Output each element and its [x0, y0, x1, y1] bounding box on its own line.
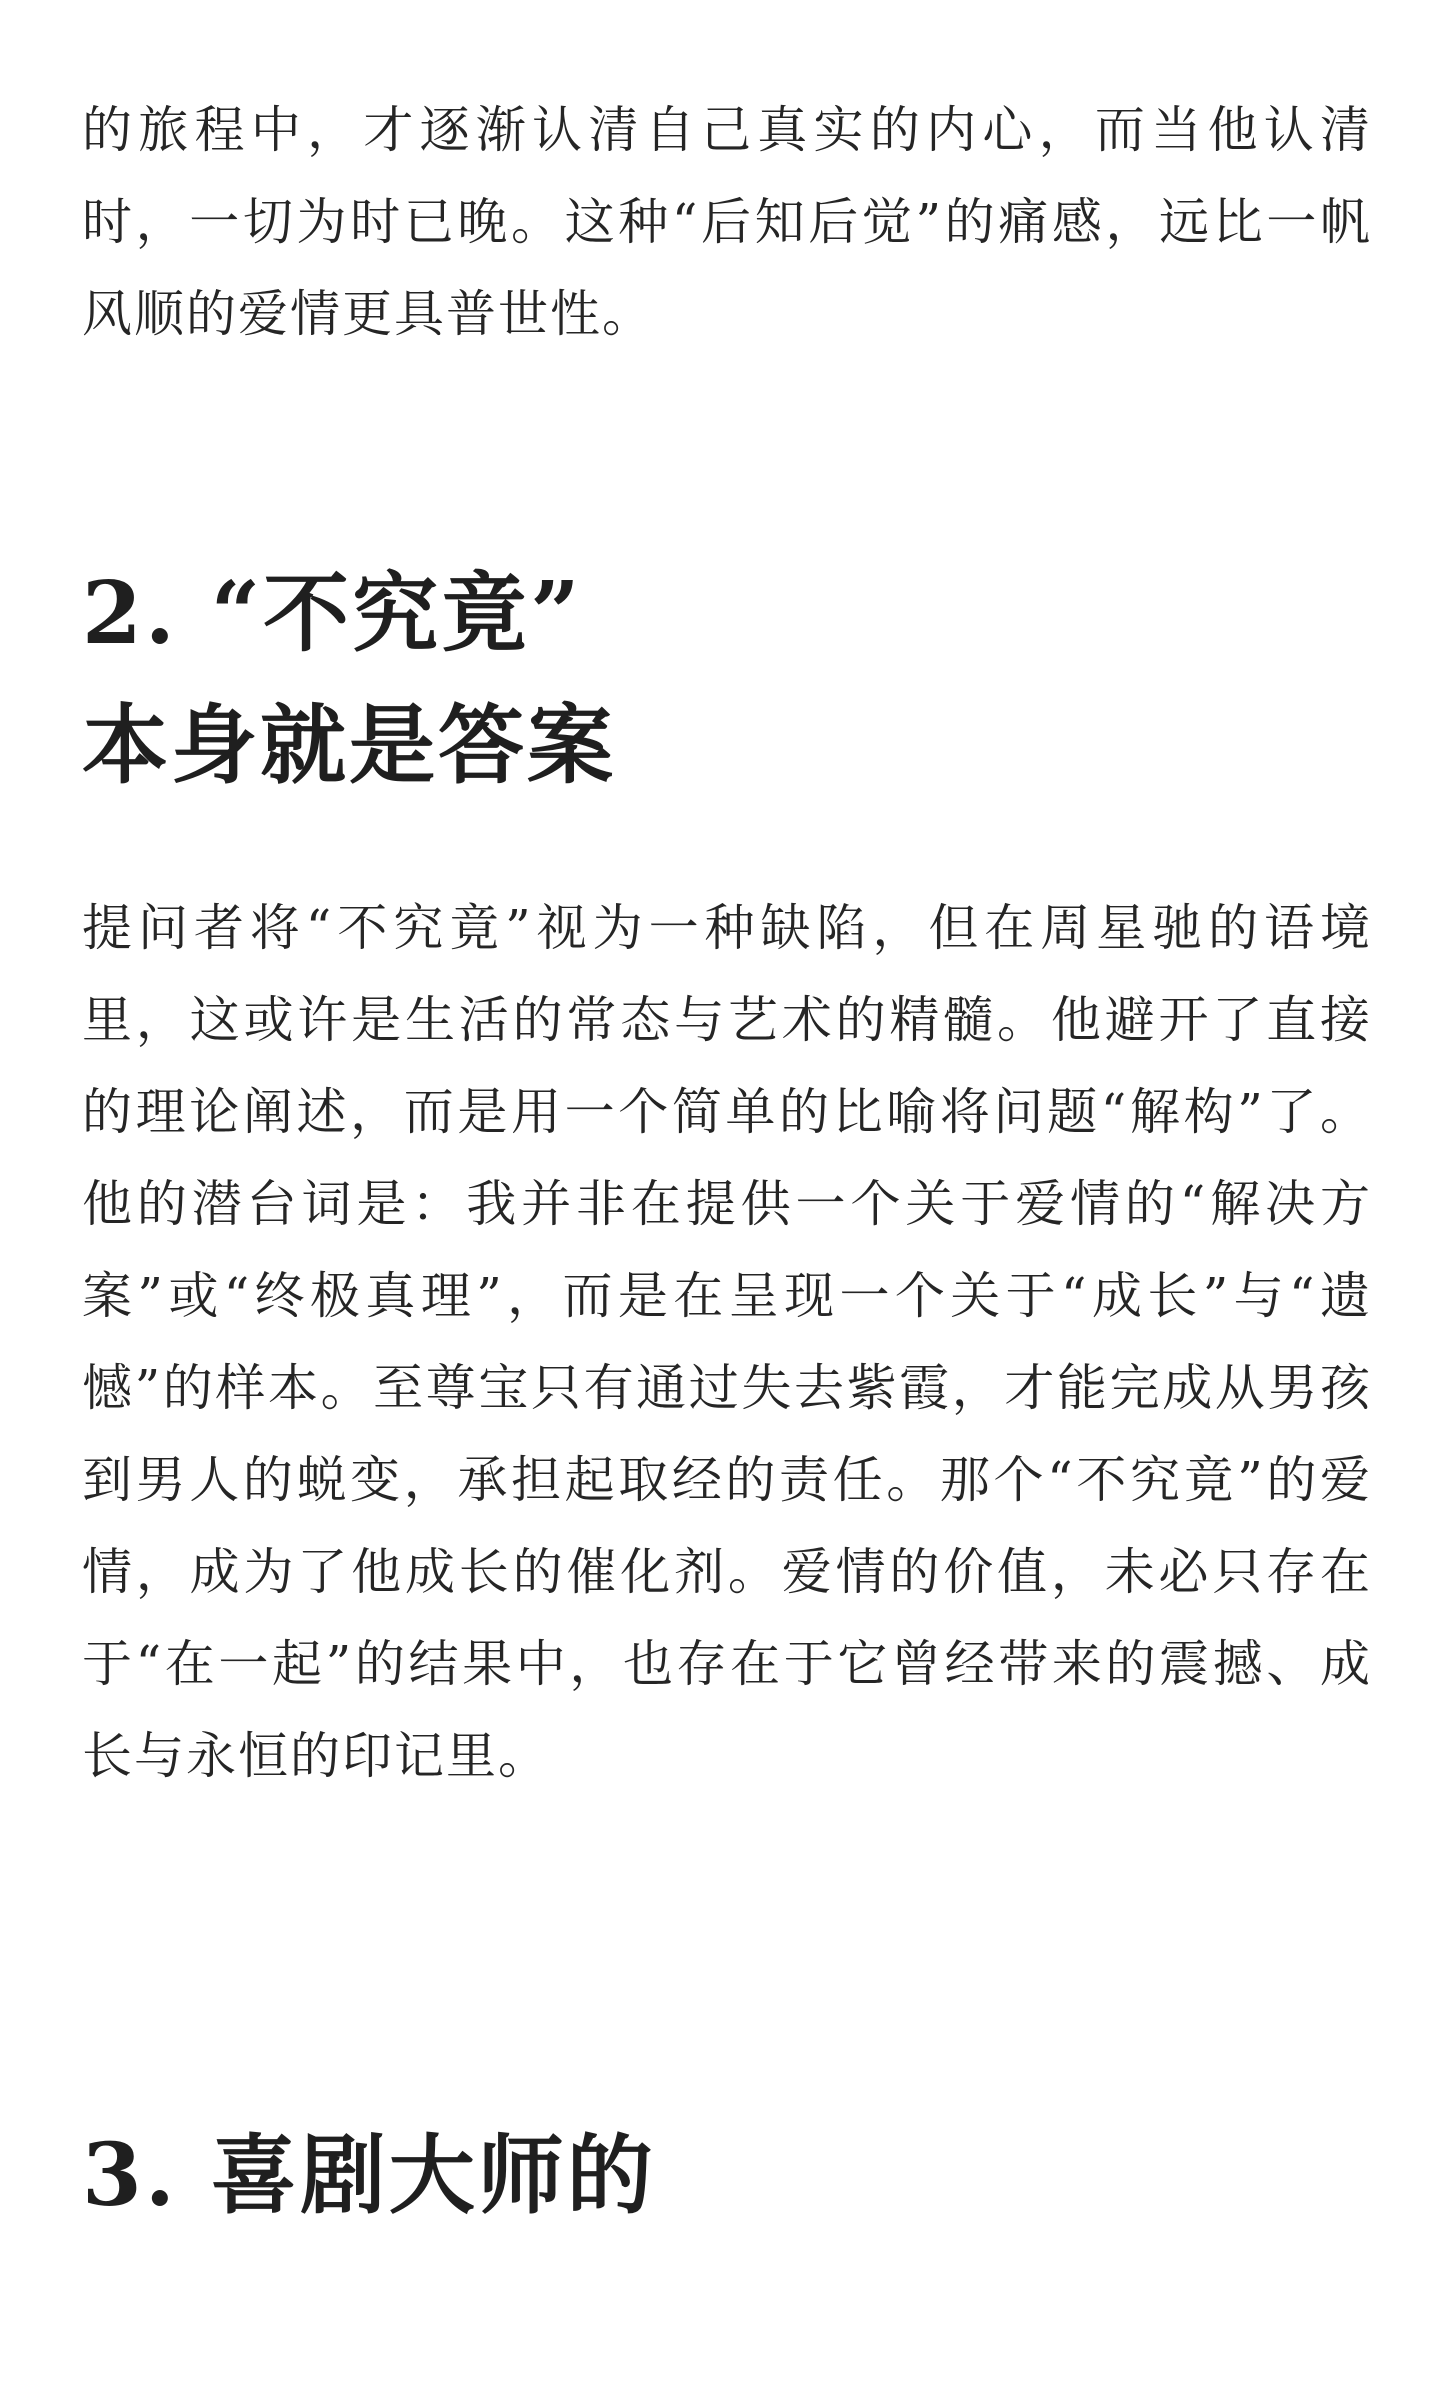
section-2-heading-line-2: 本身就是答案 [82, 695, 616, 796]
section-2-heading [82, 548, 616, 812]
intro-paragraph: 的旅程中，才逐渐认清自己真实的内心，而当他认清时，一切为时已晚。这种“后知后觉”的痛感，远比一帆风顺的爱情更具普世性。 [82, 101, 1372, 343]
section-2-paragraph: 提问者将“不究竟”视为一种缺陷，但在周星驰的语境里，这或许是生活的常态与艺术的精髓。他避开了直接的理论阐述，而是用一个简单的比喻将问题“解构”了。他的潜台词是：我并非在提供一个关于爱情的“解决方案”或“终极真理”，而是在呈现一个关于“成长”与“遗憾”的样本。至尊宝只有通过失去紫霞，才能完成从男孩到男人的蜕变，承担起取经的责任。那个“不究竟”的爱情，成为了他成长的催化剂。爱情的价值，未必只存在于“在一起”的结果中，也存在于它曾经带来的震撼、成长与永恒的印记里。 [82, 899, 1372, 1785]
section-3-heading: 3. 喜剧大师的 [82, 2125, 656, 2226]
article-page [82, 0, 1372, 2400]
faint-watermark [1080, 2338, 1340, 2378]
section-2-heading-line-1: 2. “不究竟” [82, 563, 583, 664]
